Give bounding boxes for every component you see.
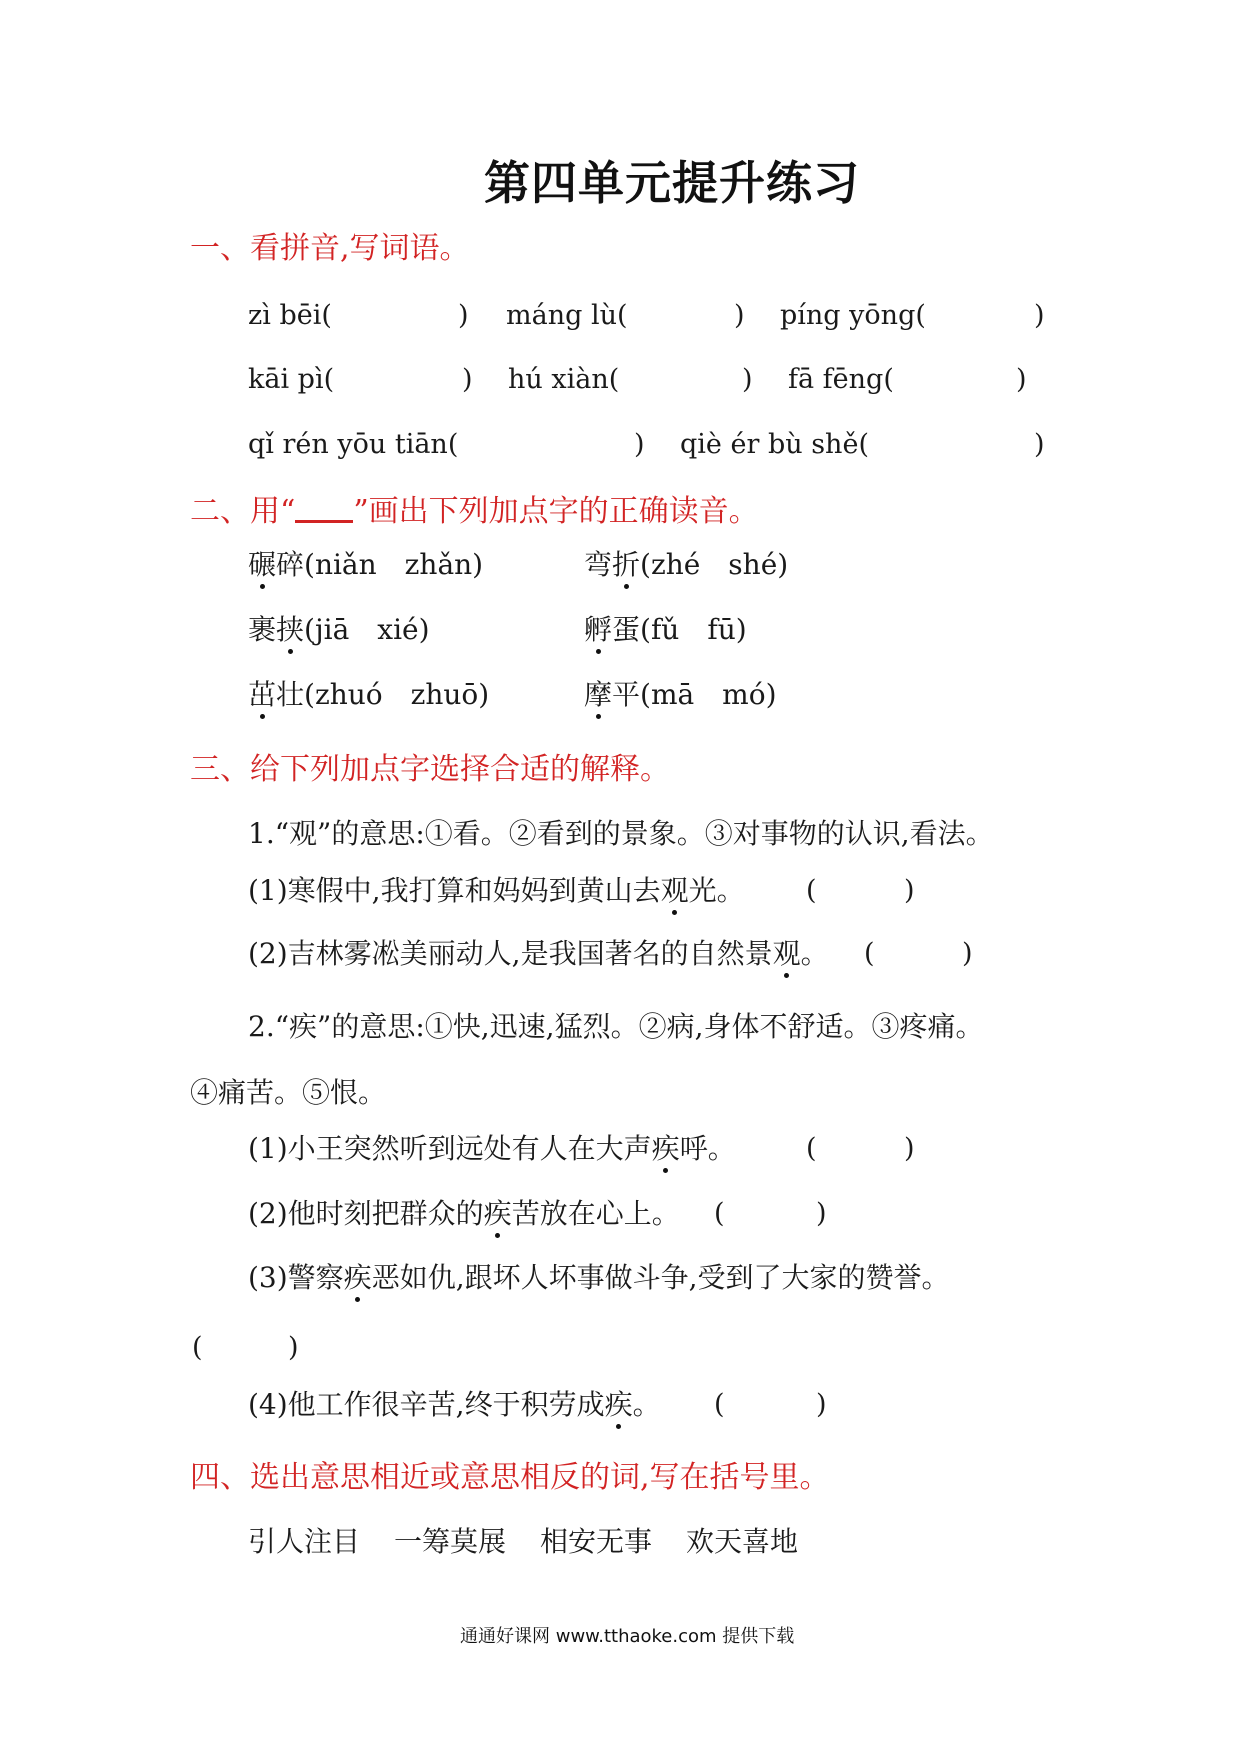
sentence-item <box>248 1197 680 1230</box>
pinyin-text: kāi pì <box>248 364 324 395</box>
answer-paren-close: ) <box>904 875 915 906</box>
heading-text: 二、用“ <box>190 494 296 529</box>
underline-mark <box>295 494 353 523</box>
page-title: 第四单元提升练习 <box>484 156 860 210</box>
pinyin-text: máng lù <box>506 300 617 331</box>
dotted-character: 挟 <box>276 613 305 646</box>
sentence-item <box>248 1388 661 1421</box>
footer-text: 通通好课网 www.tthaoke.com 提供下载 <box>460 1626 795 1647</box>
pinyin-text: qǐ rén yōu tiān <box>248 429 448 460</box>
dotted-character: 疾 <box>651 1132 680 1165</box>
heading-text: ”画出下列加点字的正确读音。 <box>353 494 759 529</box>
reading-item <box>248 613 430 646</box>
section-3-heading: 三、给下列加点字选择合适的解释。 <box>190 752 670 787</box>
pinyin-item <box>788 366 894 393</box>
dotted-character: 疾 <box>343 1261 372 1294</box>
pinyin-item <box>248 302 332 329</box>
sentence-text: (4)他工作很辛苦,终于积劳成 <box>248 1388 605 1421</box>
answer-paren-close: ) <box>1016 364 1027 395</box>
item-text: 弯 <box>584 548 613 581</box>
pinyin-text: hú xiàn <box>508 364 609 395</box>
open-paren: ( <box>323 364 335 395</box>
item-text: 壮(zhuó zhuō) <box>276 678 490 711</box>
reading-item <box>584 678 777 711</box>
sentence-item <box>248 937 829 970</box>
answer-paren-close: ) <box>742 364 753 395</box>
pinyin-item <box>506 302 628 329</box>
dotted-character: 折 <box>612 548 641 581</box>
dotted-character: 观 <box>660 874 689 907</box>
item-text: (jiā xié) <box>304 613 430 646</box>
item-text: 平(mā mó) <box>612 678 777 711</box>
dotted-character: 疾 <box>483 1197 512 1230</box>
sentence-item <box>248 1261 950 1294</box>
sentence-text: 光。 <box>688 874 745 907</box>
word-item: 相安无事 <box>540 1525 653 1558</box>
item-text: 碎(niǎn zhǎn) <box>276 548 484 581</box>
definition-line: 2.“疾”的意思:①快,迅速,猛烈。②病,身体不舒适。③疼痛。 <box>248 1010 984 1043</box>
pinyin-item <box>248 431 458 458</box>
answer-paren-close: ) <box>288 1332 299 1363</box>
reading-item <box>248 548 484 581</box>
open-paren: ( <box>321 300 332 331</box>
definition-line: ④痛苦。⑤恨。 <box>190 1076 387 1109</box>
sentence-text: 苦放在心上。 <box>511 1197 680 1230</box>
sentence-text: (2)吉林雾凇美丽动人,是我国著名的自然景 <box>248 937 773 970</box>
open-paren: ( <box>858 429 869 460</box>
answer-paren-open: ( <box>192 1332 203 1363</box>
pinyin-text: qiè ér bù shě <box>680 429 859 460</box>
sentence-text: (1)小王突然听到远处有人在大声 <box>248 1132 652 1165</box>
dotted-character: 孵 <box>584 613 613 646</box>
definition-line: 1.“观”的意思:①看。②看到的景象。③对事物的认识,看法。 <box>248 817 994 850</box>
pinyin-item <box>508 366 619 393</box>
answer-paren-close: ) <box>734 300 745 331</box>
pinyin-item <box>680 431 869 458</box>
open-paren: ( <box>915 300 926 331</box>
word-item: 一筹莫展 <box>394 1525 507 1558</box>
section-4-heading: 四、选出意思相近或意思相反的词,写在括号里。 <box>190 1460 830 1495</box>
dotted-character: 疾 <box>604 1388 633 1421</box>
answer-paren-close: ) <box>1034 429 1045 460</box>
pinyin-text: zì bēi <box>248 300 322 331</box>
sentence-text: 恶如仇,跟坏人坏事做斗争,受到了大家的赞誉。 <box>371 1261 950 1294</box>
sentence-text: 。 <box>800 937 829 970</box>
open-paren: ( <box>616 300 628 331</box>
dotted-character: 观 <box>772 937 801 970</box>
dotted-character: 碾 <box>248 548 277 581</box>
answer-paren-close: ) <box>1034 300 1045 331</box>
answer-paren-open: ( <box>806 875 817 906</box>
sentence-text: (1)寒假中,我打算和妈妈到黄山去 <box>248 874 661 907</box>
reading-item <box>248 678 490 711</box>
sentence-text: (3)警察 <box>248 1261 344 1294</box>
answer-paren-close: ) <box>816 1198 827 1229</box>
section-1-heading: 一、看拼音,写词语。 <box>190 231 470 266</box>
open-paren: ( <box>608 364 620 395</box>
answer-paren-close: ) <box>904 1133 915 1164</box>
sentence-item <box>248 874 745 907</box>
item-text: 蛋(fǔ fū) <box>612 613 747 646</box>
sentence-text: 。 <box>632 1388 661 1421</box>
answer-paren-open: ( <box>714 1198 725 1229</box>
answer-paren-close: ) <box>634 429 645 460</box>
section-2-heading <box>190 494 759 527</box>
dotted-character: 茁 <box>248 678 277 711</box>
dotted-character: 摩 <box>584 678 613 711</box>
word-item: 引人注目 <box>248 1525 361 1558</box>
reading-item <box>584 613 747 646</box>
answer-paren-open: ( <box>864 938 875 969</box>
pinyin-item <box>248 366 334 393</box>
answer-paren-open: ( <box>714 1389 725 1420</box>
pinyin-text: píng yōng <box>780 300 916 331</box>
pinyin-item <box>780 302 926 329</box>
reading-item <box>584 548 789 581</box>
item-text: 裹 <box>248 613 277 646</box>
open-paren: ( <box>447 429 459 460</box>
answer-paren-close: ) <box>962 938 973 969</box>
open-paren: ( <box>883 364 894 395</box>
sentence-item <box>248 1132 736 1165</box>
item-text: (zhé shé) <box>640 548 789 581</box>
sentence-text: 呼。 <box>679 1132 736 1165</box>
word-item: 欢天喜地 <box>686 1525 799 1558</box>
answer-paren-open: ( <box>806 1133 817 1164</box>
sentence-text: (2)他时刻把群众的 <box>248 1197 484 1230</box>
answer-paren-close: ) <box>462 364 473 395</box>
pinyin-text: fā fēng <box>788 364 884 395</box>
answer-paren-close: ) <box>458 300 469 331</box>
answer-paren-close: ) <box>816 1389 827 1420</box>
